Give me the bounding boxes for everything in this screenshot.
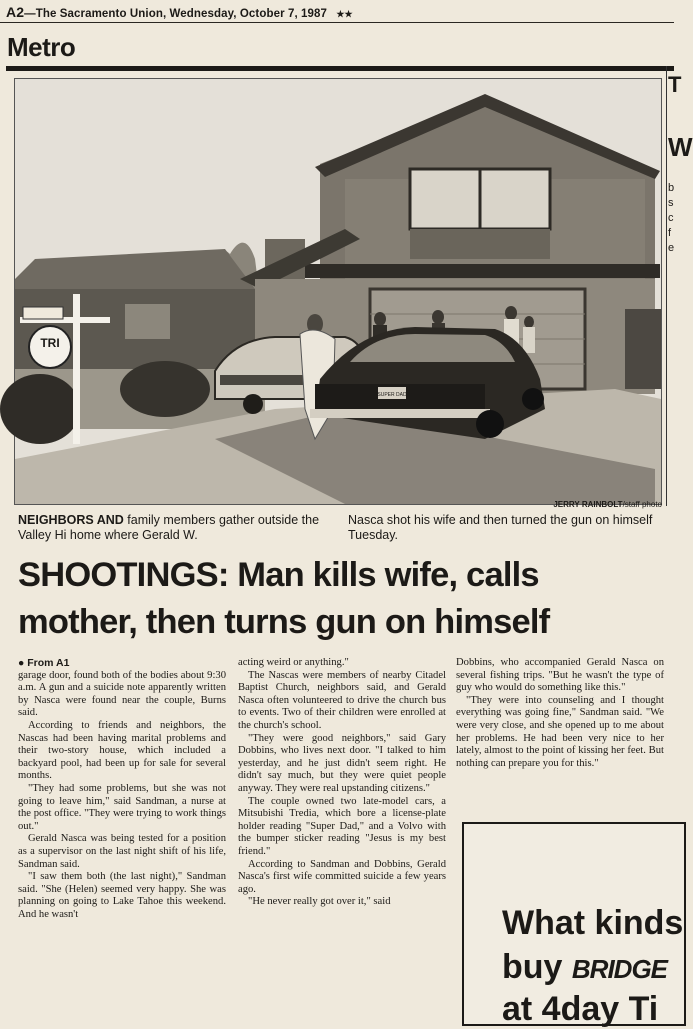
paragraph: "I saw them both (the last night)," Sandman said. "She (Helen) seemed very happy. She was planning on going to Lake Tahoe this weekend. And he wasn't [18,871,226,920]
paragraph: Gerald Nasca was being tested for a position as a supervisor on the last night shift of his life, Sandman said. [18,833,226,870]
article-column-3 [456,657,664,770]
paragraph: According to friends and neighbors, the Nascas had been having marital problems and their two-story house, which included a backyard pool, had been up for sale for several months. [18,719,226,782]
article-column-2 [238,657,446,909]
ad-line-3: at 4day Ti [502,990,659,1028]
paragraph: "They were into counseling and I thought everything was going fine," Sandman said. "We were very close, and she opened up to me about her problems. He had been very nice to her lately, almost to the point of kissing her feet. But nothing can prepare you for this." [456,694,664,769]
section-rule [6,66,674,71]
advertisement [462,822,686,1026]
paragraph: garage door, found both of the bodies about 9:30 a.m. A gun and a suicide note apparently written by Nasca were found near the couple, Burns said. [18,669,226,719]
paragraph: Dobbins, who accompanied Gerald Nasca on several fishing trips. "But he wasn't the type of guy who would do something like this." [456,657,664,694]
ad-line-2 [502,948,667,987]
photo-caption-part-2: Nasca shot his wife and then turned the gun on himself Tuesday. [348,513,653,542]
adjacent-text-fragment: e [668,242,675,254]
headline-line-1: SHOOTINGS: Man kills wife, calls [18,556,539,594]
adjacent-text-fragment: c [668,212,674,224]
news-photo [14,78,662,505]
section-title: Metro [7,32,76,62]
ad-line-1: What kinds [502,904,684,942]
article-headline [18,552,668,646]
photo-caption-part-1 [18,513,338,543]
adjacent-headline-fragment: W [668,132,693,162]
photographer-role: /staff photo [622,500,662,509]
page-number: A2 [6,4,25,20]
paragraph: The couple owned two late-model cars, a Mitsubishi Tredia, which bore a license-plate holder reading "Super Dad," and a Volvo with the bumper sticker reading "Jesus is my best friend." [238,795,446,857]
headline-line-2: mother, then turns gun on himself [18,603,550,641]
photographer-name: JERRY RAINBOLT [553,500,623,509]
dateline: —The Sacramento Union, Wednesday, October 7, 1987 [24,8,328,20]
adjacent-text-fragment: f [668,227,672,239]
license-plate-text: SUPER DAD [377,392,407,398]
paragraph: acting weird or anything." [238,657,349,668]
ad-line-2-text: buy [502,948,572,986]
jump-line: ● From A1 [18,657,70,669]
paragraph: "They had some problems, but she was not going to leave him," said Sandman, a nurse at the post office. "They were trying to work things out." [18,782,226,832]
adjacent-text-fragment: b [668,182,675,194]
article-column-1 [18,657,226,921]
edition-stars: ★★ [336,9,353,19]
ad-brand-logo: BRIDGE [571,954,668,984]
caption-text-1: family members gather outside the Valley Hi home where Gerald W. [18,513,320,542]
paragraph: "He never really got over it," said [248,896,391,908]
paragraph: "They were good neighbors," said Gary Dobbins, who lives next door. "I talked to him yesterday, and he just didn't seem right. He didn't say much, but they were quiet people anyway. They were real upstanding citizens." [238,732,446,794]
paragraph: According to Sandman and Dobbins, Gerald Nasca's first wife committed suicide a few years ago. [238,858,446,895]
adjacent-text-fragment: s [668,197,674,209]
realty-sign-text: TRI [40,336,60,350]
paragraph: The Nascas were members of nearby Citadel Baptist Church, neighbors said, and Gerald Nasca often volunteered to drive the church bus to events. Two of their children were enrolled at the church's school. [238,669,446,731]
adjacent-headline-fragment: T [668,72,682,97]
top-rule [0,22,674,23]
folio [6,4,353,20]
photo-credit [553,500,662,509]
caption-lead: NEIGHBORS AND [18,513,124,527]
